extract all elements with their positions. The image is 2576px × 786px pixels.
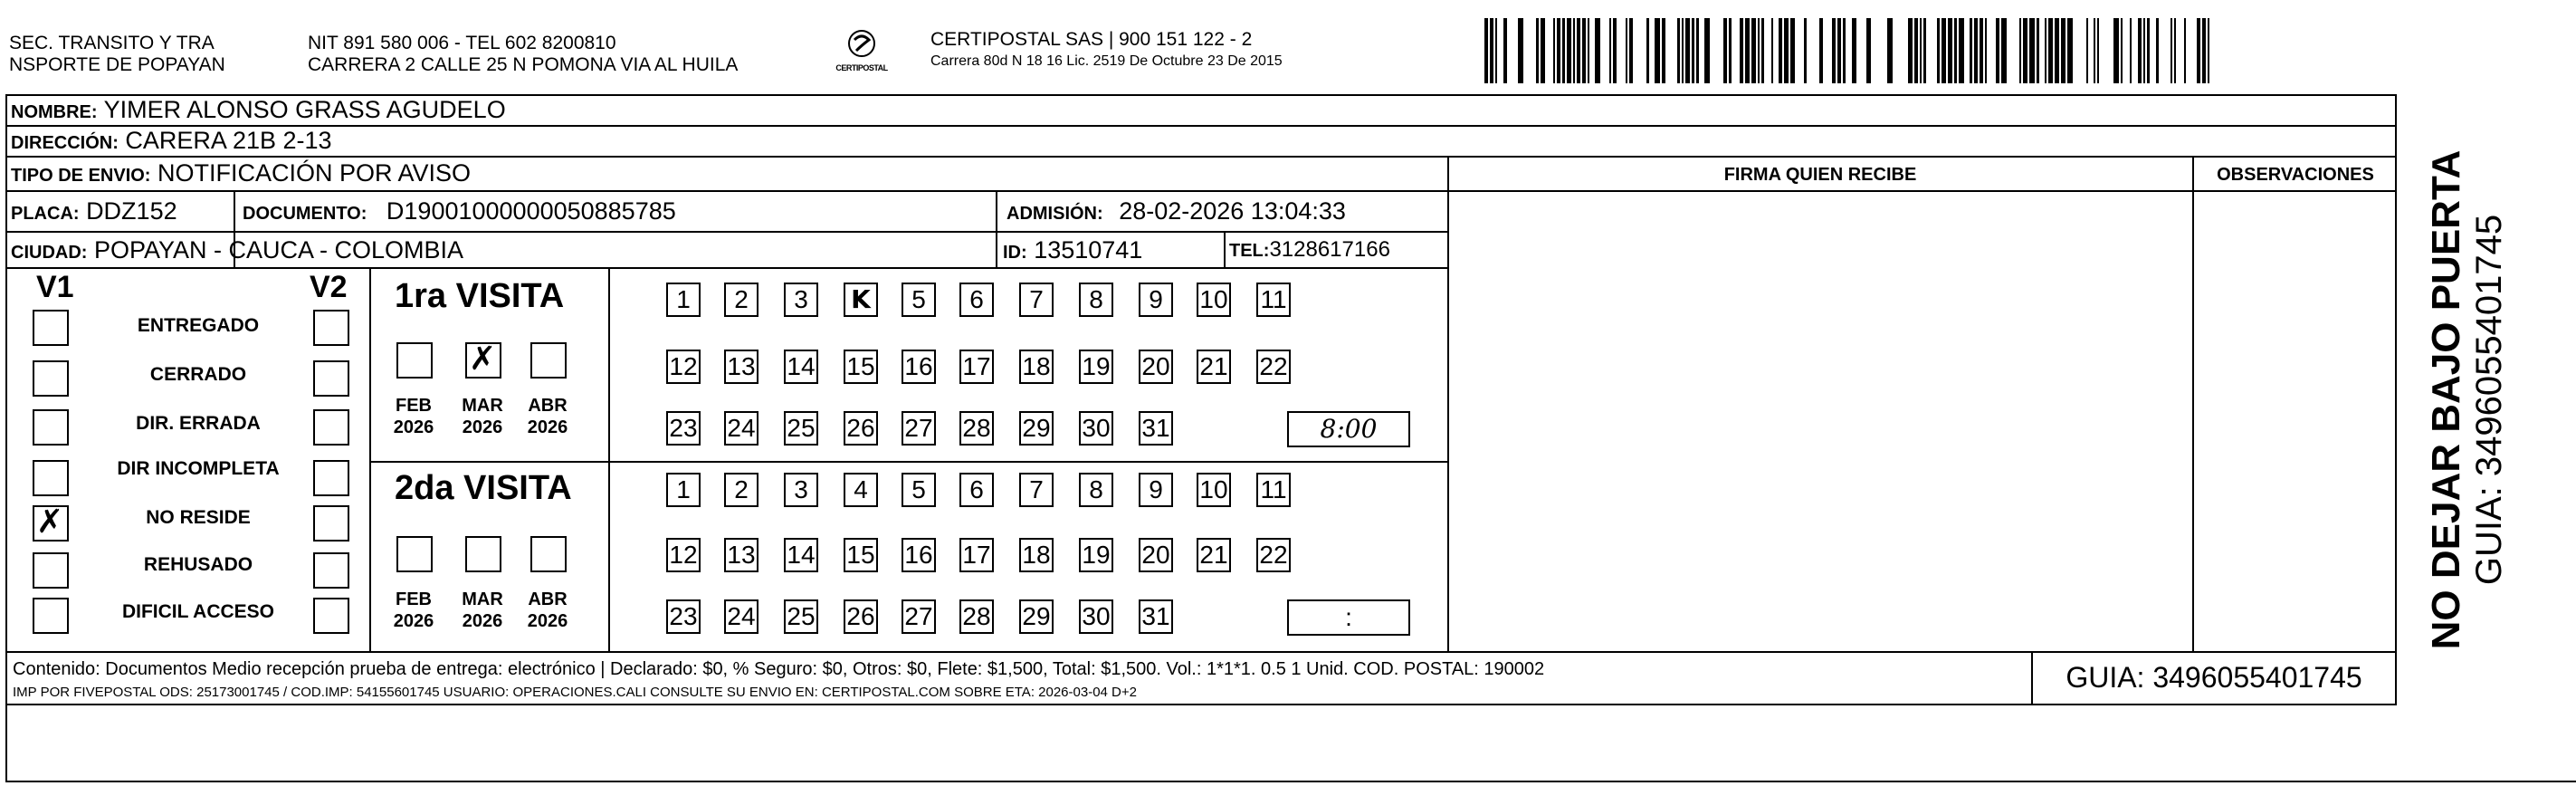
divider xyxy=(234,190,235,231)
firma-label: FIRMA QUIEN RECIBE xyxy=(1723,165,1917,185)
contenido-line: Contenido: Documentos Medio recepción prueba de entrega: electrónico | Declarado: $0, % Seguro: $0, Otros: $0, Flete: $1,500, Total: $1,500. Vol.: 1*1*1. 0.5 1 Unid. COD. POSTAL: 190002 xyxy=(13,659,1545,679)
tipo-value: NOTIFICACIÓN POR AVISO xyxy=(157,159,472,187)
certipostal-logo xyxy=(825,27,898,78)
day-box[interactable]: 15 xyxy=(844,538,878,572)
month-checkbox[interactable] xyxy=(530,342,567,379)
month-checkbox[interactable] xyxy=(396,536,433,572)
v1-checkbox[interactable] xyxy=(33,310,69,346)
v2-checkbox[interactable] xyxy=(313,409,349,446)
sender-block xyxy=(9,33,225,76)
day-box[interactable]: 22 xyxy=(1256,538,1291,572)
company-line: CERTIPOSTAL SAS | 900 151 122 - 2 xyxy=(930,29,1253,50)
day-box[interactable]: K xyxy=(844,283,878,317)
documento-field xyxy=(243,196,676,229)
day-box[interactable]: 12 xyxy=(666,538,701,572)
day-box[interactable]: 17 xyxy=(959,350,994,384)
divider xyxy=(608,267,610,651)
company-block xyxy=(930,29,1283,71)
month-checkbox[interactable] xyxy=(530,536,567,572)
month-label: FEB 2026 xyxy=(393,590,434,631)
handwritten-check-mark: ✗ xyxy=(469,340,497,378)
day-box[interactable]: 26 xyxy=(844,411,878,446)
divider xyxy=(369,461,1448,463)
nombre-label: NOMBRE: xyxy=(11,102,98,122)
day-box[interactable]: 10 xyxy=(1197,473,1231,507)
v2-checkbox[interactable] xyxy=(313,310,349,346)
v1-label: V1 xyxy=(36,270,74,304)
day-box[interactable]: 24 xyxy=(724,411,758,446)
day-box[interactable]: 8 xyxy=(1079,473,1113,507)
observaciones-label: OBSERVACIONES xyxy=(2217,165,2374,185)
day-box[interactable]: 27 xyxy=(902,411,936,446)
day-box[interactable]: 13 xyxy=(724,350,758,384)
day-box[interactable]: 29 xyxy=(1019,411,1054,446)
day-box[interactable]: 10 xyxy=(1197,283,1231,317)
month-label: MAR 2026 xyxy=(462,590,503,631)
day-box[interactable]: 12 xyxy=(666,350,701,384)
tipo-label: TIPO DE ENVIO: xyxy=(11,166,151,186)
guia-footer: GUIA: 3496055401745 xyxy=(2066,661,2362,694)
day-box[interactable]: 20 xyxy=(1139,350,1173,384)
divider xyxy=(369,267,371,651)
day-box[interactable]: 13 xyxy=(724,538,758,572)
divider xyxy=(5,651,2397,653)
day-box[interactable]: 8 xyxy=(1079,283,1113,317)
sender-line-1: SEC. TRANSITO Y TRA xyxy=(9,33,215,53)
handwritten-check-mark: ✗ xyxy=(36,503,64,541)
day-box[interactable]: 3 xyxy=(784,283,818,317)
day-box[interactable]: 18 xyxy=(1019,538,1054,572)
placa-label: PLACA: xyxy=(11,204,80,224)
placa-field xyxy=(11,196,177,229)
v2-checkbox[interactable] xyxy=(313,505,349,542)
v2-checkbox[interactable] xyxy=(313,460,349,496)
day-box[interactable]: 25 xyxy=(784,411,818,446)
day-box[interactable]: 17 xyxy=(959,538,994,572)
page-left-line xyxy=(5,705,7,782)
day-box[interactable]: 19 xyxy=(1079,350,1113,384)
tel-label: TEL: xyxy=(1229,241,1270,261)
sender-line-2: NSPORTE DE POPAYAN xyxy=(9,54,225,75)
status-option-label: DIFICIL ACCESO xyxy=(121,601,274,622)
imp-line: IMP POR FIVEPOSTAL ODS: 25173001745 / COD.IMP: 54155601745 USUARIO: OPERACIONES.CALI CONSULTE SU ENVIO EN: CERTIPOSTAL.COM SOBRE ETA: 2026-03-04 D+2 xyxy=(13,685,1137,700)
admision-field xyxy=(1007,196,1346,229)
day-box[interactable]: 31 xyxy=(1139,599,1173,634)
day-box[interactable]: 20 xyxy=(1139,538,1173,572)
address-line: CARRERA 2 CALLE 25 N POMONA VIA AL HUILA xyxy=(308,54,739,75)
v1-checkbox[interactable] xyxy=(33,360,69,397)
time-field[interactable]: 8:00 xyxy=(1287,411,1410,447)
side-line-1: NO DEJAR BAJO PUERTA xyxy=(2424,149,2468,650)
visit-1-title: 1ra VISITA xyxy=(395,277,565,315)
day-box[interactable]: 30 xyxy=(1079,411,1113,446)
status-option-label: DIR. ERRADA xyxy=(136,413,261,434)
day-box[interactable]: 16 xyxy=(902,350,936,384)
day-box[interactable]: 1 xyxy=(666,473,701,507)
nombre-row xyxy=(11,94,506,128)
day-box[interactable]: 2 xyxy=(724,473,758,507)
v1-checkbox[interactable] xyxy=(33,460,69,496)
day-box[interactable]: 5 xyxy=(902,283,936,317)
side-line-2: GUIA: 3496055401745 xyxy=(2469,214,2509,586)
documento-value: D19001000000050885785 xyxy=(386,197,676,225)
day-box[interactable]: 31 xyxy=(1139,411,1173,446)
tipo-row xyxy=(11,158,471,191)
month-label: MAR 2026 xyxy=(462,396,503,437)
direccion-row xyxy=(11,125,332,158)
month-checkbox[interactable] xyxy=(396,342,433,379)
sender-contact xyxy=(308,33,738,76)
month-label: ABR 2026 xyxy=(527,590,568,631)
placa-value: DDZ152 xyxy=(86,197,177,225)
day-box[interactable]: 16 xyxy=(902,538,936,572)
day-box[interactable]: 23 xyxy=(666,599,701,634)
month-label: FEB 2026 xyxy=(393,396,434,437)
divider xyxy=(1447,156,1449,652)
day-box[interactable]: 3 xyxy=(784,473,818,507)
divider xyxy=(1447,190,2397,192)
day-box[interactable]: 28 xyxy=(959,411,994,446)
status-option-label: NO RESIDE xyxy=(146,507,251,528)
day-box[interactable]: 7 xyxy=(1019,473,1054,507)
day-box[interactable]: 9 xyxy=(1139,473,1173,507)
direccion-value: CARERA 21B 2-13 xyxy=(125,127,332,154)
day-box[interactable]: 6 xyxy=(959,473,994,507)
divider xyxy=(5,231,1449,233)
day-box[interactable]: 27 xyxy=(902,599,936,634)
day-box[interactable]: 28 xyxy=(959,599,994,634)
logo-text: CERTIPOSTAL xyxy=(835,63,888,72)
v1-checkbox[interactable] xyxy=(33,598,69,634)
id-label: ID: xyxy=(1003,243,1027,263)
day-box[interactable]: 26 xyxy=(844,599,878,634)
day-box[interactable]: 14 xyxy=(784,350,818,384)
day-box[interactable]: 6 xyxy=(959,283,994,317)
day-box[interactable]: 18 xyxy=(1019,350,1054,384)
page-bottom-line xyxy=(5,781,2576,782)
day-box[interactable]: 29 xyxy=(1019,599,1054,634)
day-box[interactable]: 25 xyxy=(784,599,818,634)
day-box[interactable]: 5 xyxy=(902,473,936,507)
divider xyxy=(1224,231,1226,267)
day-box[interactable]: 7 xyxy=(1019,283,1054,317)
month-checkbox[interactable] xyxy=(465,536,501,572)
v2-checkbox[interactable] xyxy=(313,598,349,634)
admision-label: ADMISIÓN: xyxy=(1007,204,1103,224)
v1-checkbox[interactable] xyxy=(33,409,69,446)
day-box[interactable]: 9 xyxy=(1139,283,1173,317)
tel-value: 3128617166 xyxy=(1269,237,1390,262)
day-box[interactable]: 30 xyxy=(1079,599,1113,634)
visit-2-title: 2da VISITA xyxy=(395,469,572,507)
nit-line: NIT 891 580 006 - TEL 602 8200810 xyxy=(308,33,616,53)
id-field xyxy=(1003,235,1142,268)
barcode xyxy=(1484,18,2218,83)
divider xyxy=(2192,156,2194,652)
status-option-label: CERRADO xyxy=(149,364,247,385)
status-option-label: ENTREGADO xyxy=(137,315,260,336)
day-box[interactable]: 21 xyxy=(1197,538,1231,572)
day-box[interactable]: 19 xyxy=(1079,538,1113,572)
day-box[interactable]: 11 xyxy=(1256,283,1291,317)
month-label: ABR 2026 xyxy=(527,396,568,437)
tel-field xyxy=(1229,237,1390,263)
time-field[interactable]: : xyxy=(1287,599,1410,636)
day-box[interactable]: 4 xyxy=(844,473,878,507)
day-box[interactable]: 2 xyxy=(724,283,758,317)
direccion-label: DIRECCIÓN: xyxy=(11,133,119,153)
v2-checkbox[interactable] xyxy=(313,360,349,397)
v1-checkbox[interactable] xyxy=(33,552,69,589)
ciudad-value: POPAYAN - CAUCA - COLOMBIA xyxy=(93,236,464,264)
side-notice xyxy=(2408,94,2552,705)
ciudad-label: CIUDAD: xyxy=(11,243,88,263)
status-option-label: DIR INCOMPLETA xyxy=(117,458,280,479)
day-box[interactable]: 24 xyxy=(724,599,758,634)
day-box[interactable]: 11 xyxy=(1256,473,1291,507)
status-option-label: REHUSADO xyxy=(143,554,253,575)
v2-checkbox[interactable] xyxy=(313,552,349,589)
divider xyxy=(996,190,997,267)
day-box[interactable]: 15 xyxy=(844,350,878,384)
id-value: 13510741 xyxy=(1034,236,1143,264)
day-box[interactable]: 21 xyxy=(1197,350,1231,384)
documento-label: DOCUMENTO: xyxy=(243,204,367,224)
day-box[interactable]: 22 xyxy=(1256,350,1291,384)
day-box[interactable]: 23 xyxy=(666,411,701,446)
v2-label: V2 xyxy=(310,270,348,304)
ciudad-field xyxy=(11,235,463,268)
nombre-value: YIMER ALONSO GRASS AGUDELO xyxy=(103,96,506,123)
admision-value: 28-02-2026 13:04:33 xyxy=(1119,197,1346,225)
day-box[interactable]: 1 xyxy=(666,283,701,317)
company-sub: Carrera 80d N 18 16 Lic. 2519 De Octubre 23 De 2015 xyxy=(930,53,1283,69)
day-box[interactable]: 14 xyxy=(784,538,818,572)
